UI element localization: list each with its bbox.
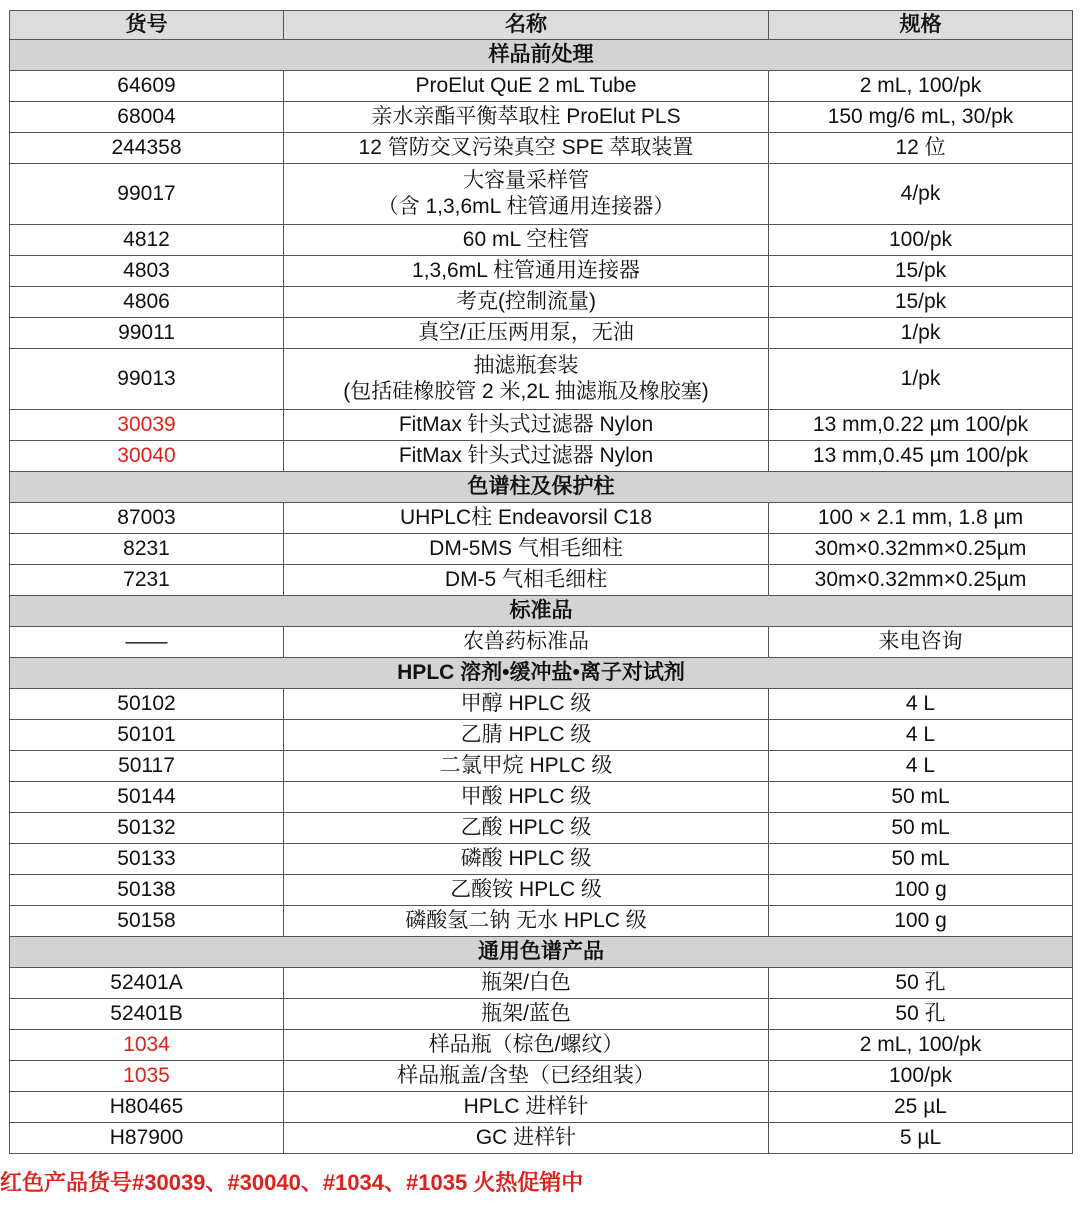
product-name-line: FitMax 针头式过滤器 Nylon <box>398 413 654 436</box>
table-row <box>10 318 1073 349</box>
product-name <box>284 968 769 999</box>
product-spec: 50 孔 <box>769 968 1073 999</box>
product-name-line: 样品瓶（棕色/螺纹） <box>428 1033 624 1056</box>
product-name <box>284 164 769 225</box>
table-row <box>10 1123 1073 1154</box>
product-code: 87003 <box>10 503 284 534</box>
table-row <box>10 225 1073 256</box>
product-spec: 30m×0.32mm×0.25µm <box>769 534 1073 565</box>
product-name <box>284 503 769 534</box>
product-name <box>284 844 769 875</box>
product-spec: 来电咨询 <box>769 627 1073 658</box>
product-spec: 150 mg/6 mL, 30/pk <box>769 102 1073 133</box>
table-row <box>10 782 1073 813</box>
product-spec: 12 位 <box>769 133 1073 164</box>
product-name-line: 磷酸 HPLC 级 <box>460 847 592 870</box>
product-code: 52401A <box>10 968 284 999</box>
product-code: 50138 <box>10 875 284 906</box>
product-spec: 4/pk <box>769 164 1073 225</box>
product-name-line: 二氯甲烷 HPLC 级 <box>439 754 613 777</box>
product-name <box>284 1030 769 1061</box>
section-row <box>10 472 1073 503</box>
product-name <box>284 813 769 844</box>
product-spec: 2 mL, 100/pk <box>769 71 1073 102</box>
promotion-note: 红色产品货号#30039、#30040、#1034、#1035 火热促销中 <box>0 1170 584 1195</box>
product-code: 1034 <box>10 1030 284 1061</box>
table-row <box>10 534 1073 565</box>
product-name-line: 大容量采样管 <box>463 169 589 192</box>
product-name <box>284 410 769 441</box>
product-code: 30040 <box>10 441 284 472</box>
product-name-line: 乙酸铵 HPLC 级 <box>450 878 602 901</box>
product-name-line: 磷酸氢二钠 无水 HPLC 级 <box>405 909 647 932</box>
section-title: 色谱柱及保护柱 <box>10 472 1073 503</box>
product-spec: 100/pk <box>769 1061 1073 1092</box>
product-spec: 50 mL <box>769 844 1073 875</box>
product-code: 50102 <box>10 689 284 720</box>
product-spec: 4 L <box>769 720 1073 751</box>
product-spec: 5 µL <box>769 1123 1073 1154</box>
table-row <box>10 1030 1073 1061</box>
product-name <box>284 689 769 720</box>
header-spec: 规格 <box>769 11 1073 40</box>
section-row <box>10 40 1073 71</box>
product-name-line: 乙腈 HPLC 级 <box>460 723 592 746</box>
table-row <box>10 441 1073 472</box>
product-spec: 13 mm,0.22 µm 100/pk <box>769 410 1073 441</box>
product-spec: 15/pk <box>769 256 1073 287</box>
product-code: H87900 <box>10 1123 284 1154</box>
table-body <box>10 40 1073 1154</box>
section-row <box>10 596 1073 627</box>
product-name <box>284 1061 769 1092</box>
table-row <box>10 720 1073 751</box>
section-title: 标准品 <box>10 596 1073 627</box>
product-code: 50101 <box>10 720 284 751</box>
product-name <box>284 720 769 751</box>
product-code: H80465 <box>10 1092 284 1123</box>
section-row <box>10 658 1073 689</box>
product-spec: 1/pk <box>769 318 1073 349</box>
table-row <box>10 999 1073 1030</box>
product-name-line: DM-5MS 气相毛细柱 <box>429 537 623 560</box>
product-code: 30039 <box>10 410 284 441</box>
product-code: 50132 <box>10 813 284 844</box>
product-code: 64609 <box>10 71 284 102</box>
header-name: 名称 <box>284 11 769 40</box>
product-name-line: 瓶架/白色 <box>481 971 571 994</box>
section-title: 通用色谱产品 <box>10 937 1073 968</box>
product-spec: 100 g <box>769 875 1073 906</box>
product-name <box>284 999 769 1030</box>
table-row <box>10 875 1073 906</box>
product-code: 52401B <box>10 999 284 1030</box>
table-row <box>10 751 1073 782</box>
product-name-line: UHPLC柱 Endeavorsil C18 <box>399 506 653 529</box>
product-spec: 100/pk <box>769 225 1073 256</box>
product-name <box>284 71 769 102</box>
product-code: 8231 <box>10 534 284 565</box>
product-name <box>284 102 769 133</box>
table-row <box>10 906 1073 937</box>
section-row <box>10 937 1073 968</box>
product-name-line: 1,3,6mL 柱管通用连接器 <box>412 259 640 282</box>
product-name <box>284 565 769 596</box>
product-name-line: FitMax 针头式过滤器 Nylon <box>398 444 654 467</box>
product-name-line: ProElut QuE 2 mL Tube <box>415 74 637 97</box>
product-spec: 50 mL <box>769 782 1073 813</box>
product-name-line: 考克(控制流量) <box>456 290 596 313</box>
product-spec: 4 L <box>769 689 1073 720</box>
table-row <box>10 1092 1073 1123</box>
product-name <box>284 441 769 472</box>
header-code: 货号 <box>10 11 284 40</box>
table-row <box>10 627 1073 658</box>
product-code: 1035 <box>10 1061 284 1092</box>
product-code: 7231 <box>10 565 284 596</box>
table-row <box>10 256 1073 287</box>
table-row <box>10 503 1073 534</box>
product-code: 50117 <box>10 751 284 782</box>
product-name <box>284 875 769 906</box>
product-code: 4803 <box>10 256 284 287</box>
product-name-line: 乙酸 HPLC 级 <box>460 816 592 839</box>
product-name <box>284 534 769 565</box>
product-name-line: 亲水亲酯平衡萃取柱 ProElut PLS <box>371 105 681 128</box>
product-code: 4812 <box>10 225 284 256</box>
product-name <box>284 627 769 658</box>
product-spec: 15/pk <box>769 287 1073 318</box>
product-spec: 100 g <box>769 906 1073 937</box>
product-code: 244358 <box>10 133 284 164</box>
product-name-line: 抽滤瓶套装 <box>473 354 579 377</box>
product-name <box>284 782 769 813</box>
header-row <box>10 11 1073 40</box>
table-row <box>10 565 1073 596</box>
product-spec: 1/pk <box>769 349 1073 410</box>
product-name-line: 样品瓶盖/含垫（已经组装） <box>397 1064 655 1087</box>
product-name-line: HPLC 进样针 <box>463 1095 589 1118</box>
product-name-line: 真空/正压两用泵，无油 <box>418 321 634 344</box>
product-code: 50144 <box>10 782 284 813</box>
product-code: 50158 <box>10 906 284 937</box>
product-name <box>284 256 769 287</box>
product-name <box>284 225 769 256</box>
product-name <box>284 1092 769 1123</box>
table-row <box>10 287 1073 318</box>
product-name <box>284 349 769 410</box>
product-spec: 50 mL <box>769 813 1073 844</box>
product-name-line: 60 mL 空柱管 <box>462 228 590 251</box>
product-spec: 25 µL <box>769 1092 1073 1123</box>
table-row <box>10 349 1073 410</box>
product-code: 99017 <box>10 164 284 225</box>
product-spec: 100 × 2.1 mm, 1.8 µm <box>769 503 1073 534</box>
product-spec: 2 mL, 100/pk <box>769 1030 1073 1061</box>
table-row <box>10 844 1073 875</box>
product-name <box>284 906 769 937</box>
table-row <box>10 813 1073 844</box>
product-code: 50133 <box>10 844 284 875</box>
product-code: 99011 <box>10 318 284 349</box>
product-spec: 50 孔 <box>769 999 1073 1030</box>
product-name <box>284 133 769 164</box>
table-row <box>10 133 1073 164</box>
product-name <box>284 318 769 349</box>
product-name <box>284 1123 769 1154</box>
product-name <box>284 751 769 782</box>
table-row <box>10 102 1073 133</box>
table-row <box>10 689 1073 720</box>
product-name-line: 瓶架/蓝色 <box>481 1002 571 1025</box>
product-name-line: 甲酸 HPLC 级 <box>460 785 592 808</box>
product-name-line: GC 进样针 <box>475 1126 577 1149</box>
section-title: HPLC 溶剂•缓冲盐•离子对试剂 <box>10 658 1073 689</box>
product-spec: 4 L <box>769 751 1073 782</box>
table-row <box>10 968 1073 999</box>
product-name-line-2: （含 1,3,6mL 柱管通用连接器） <box>377 195 675 218</box>
table-row <box>10 164 1073 225</box>
table-row <box>10 410 1073 441</box>
product-name <box>284 287 769 318</box>
product-code: 99013 <box>10 349 284 410</box>
product-name-line: DM-5 气相毛细柱 <box>444 568 608 591</box>
product-spec: 30m×0.32mm×0.25µm <box>769 565 1073 596</box>
product-code: —— <box>10 627 284 658</box>
product-code: 68004 <box>10 102 284 133</box>
product-name-line: 12 管防交叉污染真空 SPE 萃取装置 <box>358 136 694 159</box>
section-title: 样品前处理 <box>10 40 1073 71</box>
product-name-line: 农兽药标准品 <box>463 630 589 653</box>
product-table <box>9 10 1073 1154</box>
table-row <box>10 71 1073 102</box>
product-code: 4806 <box>10 287 284 318</box>
product-name-line-2: (包括硅橡胶管 2 米,2L 抽滤瓶及橡胶塞) <box>343 380 709 403</box>
product-spec: 13 mm,0.45 µm 100/pk <box>769 441 1073 472</box>
table-row <box>10 1061 1073 1092</box>
product-name-line: 甲醇 HPLC 级 <box>460 692 592 715</box>
